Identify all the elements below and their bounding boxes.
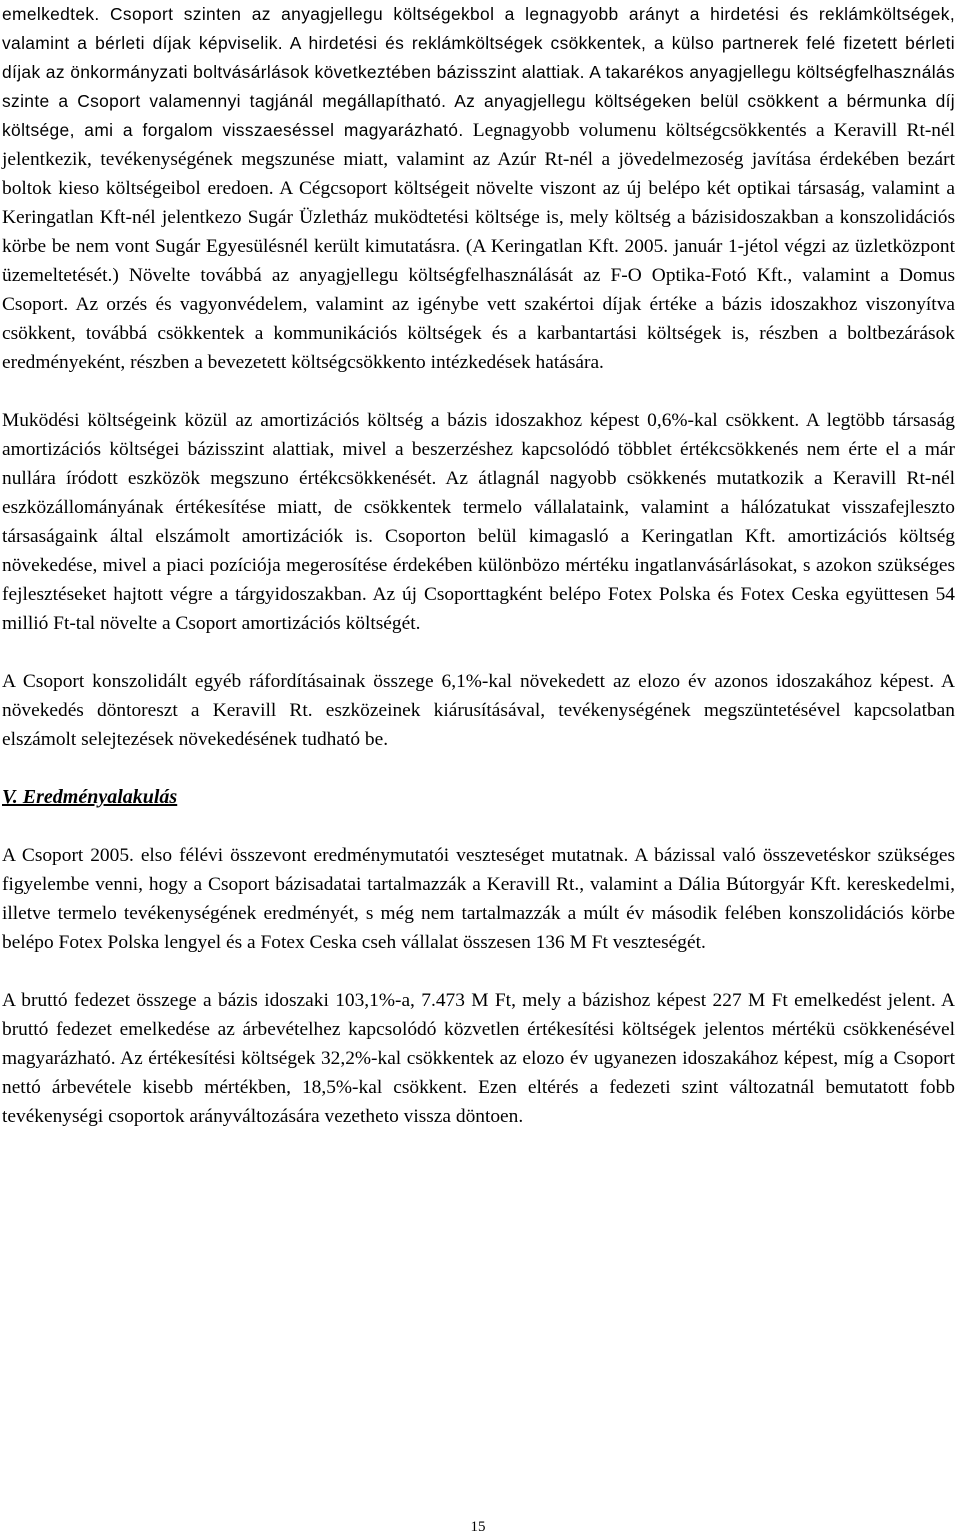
paragraph-spacer — [2, 377, 955, 406]
paragraph-results: A Csoport 2005. elso félévi összevont eredménymutatói veszteséget mutatnak. A bázissal való összevetéskor szükséges figyelembe venni, hogy a Csoport bázisadatai tartalmazzák a Keravill Rt., valamint a Dália Bútorgyár Kft. kereskedelmi, illetve termelo tevékenységének eredményét, s még nem tartalmazzák a múlt év második felében konszolidációs körbe belépo Fotex Polska lengyel és a Fotex Ceska cseh vállalat összesen 136 M Ft veszteségét. — [2, 845, 955, 953]
paragraph-spacer — [2, 754, 955, 783]
paragraph-spacer — [2, 812, 955, 841]
paragraph-operating-costs-part2: Legnagyobb volumenu költségcsökkentés a Keravill Rt-nél jelentkezik, tevékenységének megszunése miatt, valamint az Azúr Rt-nél a jövedelmezoség javítása érdekében bezárt boltok kieso költségeibol eredoen. A Cégcsoport költségeit növelte viszont az új belépo két optikai társaság, valamint a Keringatlan Kft-nél jelentkezo Sugár Üzletház muködtetési költsége is, mely költség a bázisidoszakban a konszolidációs körbe be nem vont Sugár Egyesülésnél került kimutatásra. (A Keringatlan Kft. 2005. január 1-jétol végzi az üzletközpont üzemeltetését.) Növelte továbbá az anyagjellegu költségfelhasználását az F-O Optika-Fotó Kft., valamint a Domus Csoport. Az orzés és vagyonvédelem, valamint az igénybe vett szakértoi díjak értéke a bázis idoszakhoz viszonyítva csökkent, továbbá csökkentek a kommunikációs költségek és a karbantartási költségek is, részben a boltbezárások eredményeként, részben a bevezetett költségcsökkento intézkedések hatására. — [2, 120, 955, 373]
document-page — [2, 0, 955, 1131]
paragraph-spacer — [2, 638, 955, 667]
paragraph-operating-costs — [2, 0, 955, 377]
page-number: 15 — [470, 1519, 486, 1535]
paragraph-spacer — [2, 957, 955, 986]
paragraph-other-expenses: A Csoport konszolidált egyéb ráfordításainak összege 6,1%-kal növekedett az elozo év azonos idoszakához képest. A növekedés döntoreszt a Keravill Rt. eszközeinek kiárusításával, tevékenységének megszüntetésével kapcsolatban elszámolt selejtezések növekedésének tudható be. — [2, 671, 955, 750]
paragraph-gross-margin: A bruttó fedezet összege a bázis idoszaki 103,1%-a, 7.473 M Ft, mely a bázishoz képest 227 M Ft emelkedést jelent. A bruttó fedezet emelkedése az árbevételhez kapcsolódó közvetlen értékesítési költségek jelentos mértékü csökkenésével magyarázható. Az értékesítési költségek 32,2%-kal csökkentek az elozo év ugyanezen idoszakához képest, míg a Csoport nettó árbevétele kisebb mértékben, 18,5%-kal csökkent. Ezen eltérés a fedezeti szint változatnál bemutatott fobb tevékenységi csoportok arányváltozására vezetheto vissza döntoen. — [2, 990, 955, 1127]
paragraph-depreciation: Muködési költségeink közül az amortizációs költség a bázis idoszakhoz képest 0,6%-kal csökkent. A legtöbb társaság amortizációs költségei bázisszint alattiak, mivel a beszerzéshez kapcsolódó többlet értékcsökkenés nem érte el a már nullára íródott eszközök megszuno értékcsökkenését. Az átlagnál nagyobb csökkenés mutatkozik a Keravill Rt-nél eszközállományának értékesítése miatt, de csökkentek termelo vállalataink, valamint a hálózatukat visszafejleszto társaságaink által elszámolt amortizációk is. Csoporton belül kimagasló a Keringatlan Kft. amortizációs költség növekedése, mivel a piaci pozíciója megerosítése érdekében különbözo mértéku ingatlanvásárlásokat, s azokon szükséges fejlesztéseket hajtott végre a tárgyidoszakban. Az új Csoporttagként belépo Fotex Polska és Fotex Ceska együttesen 54 millió Ft-tal növelte a Csoport amortizációs költségét. — [2, 410, 955, 634]
paragraph-operating-costs-part1: emelkedtek. Csoport szinten az anyagjellegu költségekbol a legnagyobb arányt a hirdetési és reklámköltségek, valamint a bérleti díjak képviselik. A hirdetési és reklámköltségek csökkentek, a külso partnerek felé fizetett bérleti díjak az önkormányzati boltvásárlások következtében bázisszint alattiak. A takarékos anyagjellegu költségfelhasználás szinte a Csoport valamennyi tagjánál megállapítható. Az anyagjellegu költségeken belül csökkent a bérmunka díj költsége, ami a forgalom visszaeséssel magyarázható. — [2, 4, 955, 140]
section-heading: V. Eredményalakulás — [2, 786, 178, 808]
